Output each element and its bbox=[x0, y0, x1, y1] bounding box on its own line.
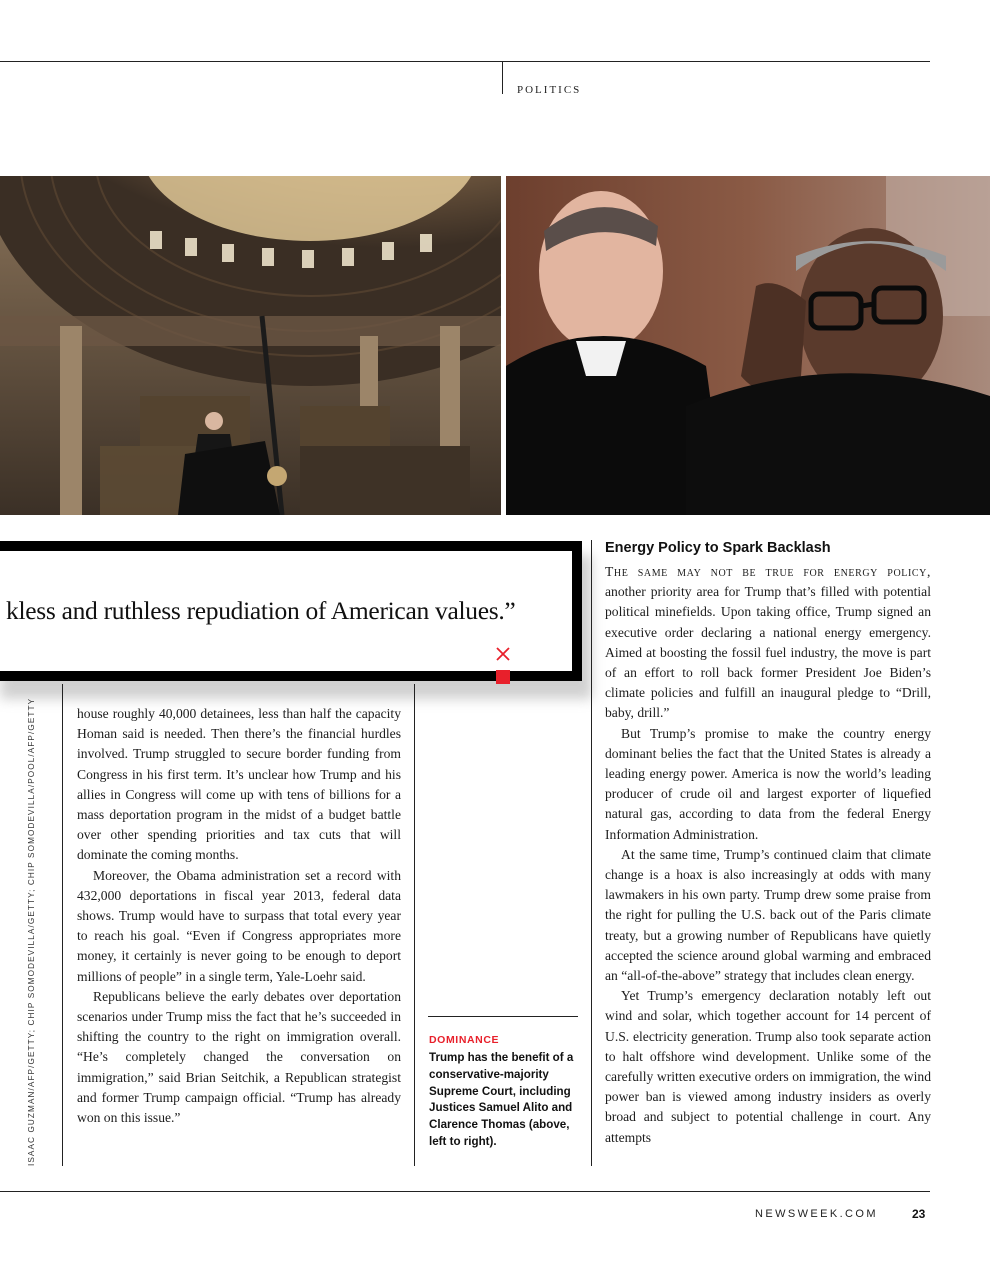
column-rule-left bbox=[62, 684, 63, 1166]
top-rule bbox=[0, 61, 930, 62]
lead-in: The same may not be true for energy policy, bbox=[605, 564, 931, 579]
section-label: POLITICS bbox=[517, 84, 582, 96]
footer-site: NEWSWEEK.COM bbox=[755, 1208, 878, 1220]
caption-text: Trump has the benefit of a conservative-majority Supreme Court, including Justices Samuel Alito and Clarence Thomas (above, left to right). bbox=[429, 1051, 574, 1148]
section-heading: Energy Policy to Spark Backlash bbox=[605, 540, 831, 556]
supreme-court-justices-photo bbox=[506, 176, 990, 515]
header-divider bbox=[502, 62, 503, 94]
lead-paragraph-text: another priority area for Trump that’s filled with potential political minefields. Upon taking office, Trump signed an executive order declaring a national energy emergency. Aimed at boosting the fossil fuel industry, the move is part of an effort to roll back former President Joe Biden’s climate policies and fulfill an inaugural pledge to “Drill, baby, drill.” bbox=[605, 584, 931, 721]
body-paragraph: Moreover, the Obama administration set a record with 432,000 deportations in fiscal year 2013, federal data shows. Trump would have to surpass that total every year to reach his goal. “Even if Congress appropriates more money, it certainly is never going to be enough to deport millions of people” in a single term, Yale-Loehr said. bbox=[77, 867, 401, 984]
right-body-column bbox=[605, 562, 931, 1148]
pull-quote-accent-tab bbox=[496, 670, 510, 684]
body-paragraph: At the same time, Trump’s continued claim that climate change is a hoax is also increasingly at odds with many lawmakers in his own party. Trump drew some praise from the right for pulling the U.S. back out of the Paris climate treaty, but a growing number of Republicans have quietly accepted the science around global warming and embraced an “all-of-the-above” strategy that includes clean energy. bbox=[605, 846, 931, 984]
left-body-column bbox=[77, 704, 401, 1128]
body-paragraph: But Trump’s promise to make the country energy dominant belies the fact that the United States is already a leading energy power. America is now the world’s leading producer of crude oil and largest exporter of liquefied natural gas, according to data from the federal Energy Information Administration. bbox=[605, 725, 931, 842]
caption-rule bbox=[428, 1016, 578, 1017]
body-paragraph bbox=[605, 562, 931, 724]
pull-quote-text: kless and ruthless repudiation of American values.” bbox=[6, 596, 516, 625]
photo-credit: ISAAC GUZMAN/AFP/GETTY; CHIP SOMODEVILLA/GETTY; CHIP SOMODEVILLA/POOL/AFP/GETTY bbox=[27, 697, 36, 1166]
column-rule-middle bbox=[414, 684, 415, 1166]
body-paragraph: Yet Trump’s emergency declaration notably left out wind and solar, which together account for 14 percent of U.S. electricity generation. Trump also took separate action to halt offshore wind development. Unlike some of the carefully written executive orders on immigration, the wind power ban is viewed among industry insiders as overly broad and subject to potential challenge in court. Any attempts bbox=[605, 988, 931, 1145]
column-rule-right bbox=[591, 540, 592, 1166]
caption-kicker: DOMINANCE bbox=[429, 1034, 500, 1046]
page-number: 23 bbox=[912, 1207, 926, 1221]
bottom-rule bbox=[0, 1191, 930, 1192]
body-paragraph: house roughly 40,000 detainees, less than half the capacity Homan said is needed. Then there’s the financial hurdles involved. Trump struggled to secure border funding from Congress in his first term. It’s unclear how Trump and his allies in Congress will come up with tens of billions for a mass deportation program in the midst of a budget battle over other spending priorities and tax cuts that will dominate the coming months. bbox=[77, 706, 401, 863]
close-icon bbox=[494, 645, 512, 663]
capitol-rotunda-photo bbox=[0, 176, 501, 515]
body-paragraph: Republicans believe the early debates over deportation scenarios under Trump miss the fact that he’s succeeded in shifting the country to the right on immigration overall. “He’s completely changed the conversation on immigration,” said Brian Seitchik, a Republican strategist and former Trump campaign official. “Trump has already won on this issue.” bbox=[77, 988, 401, 1126]
